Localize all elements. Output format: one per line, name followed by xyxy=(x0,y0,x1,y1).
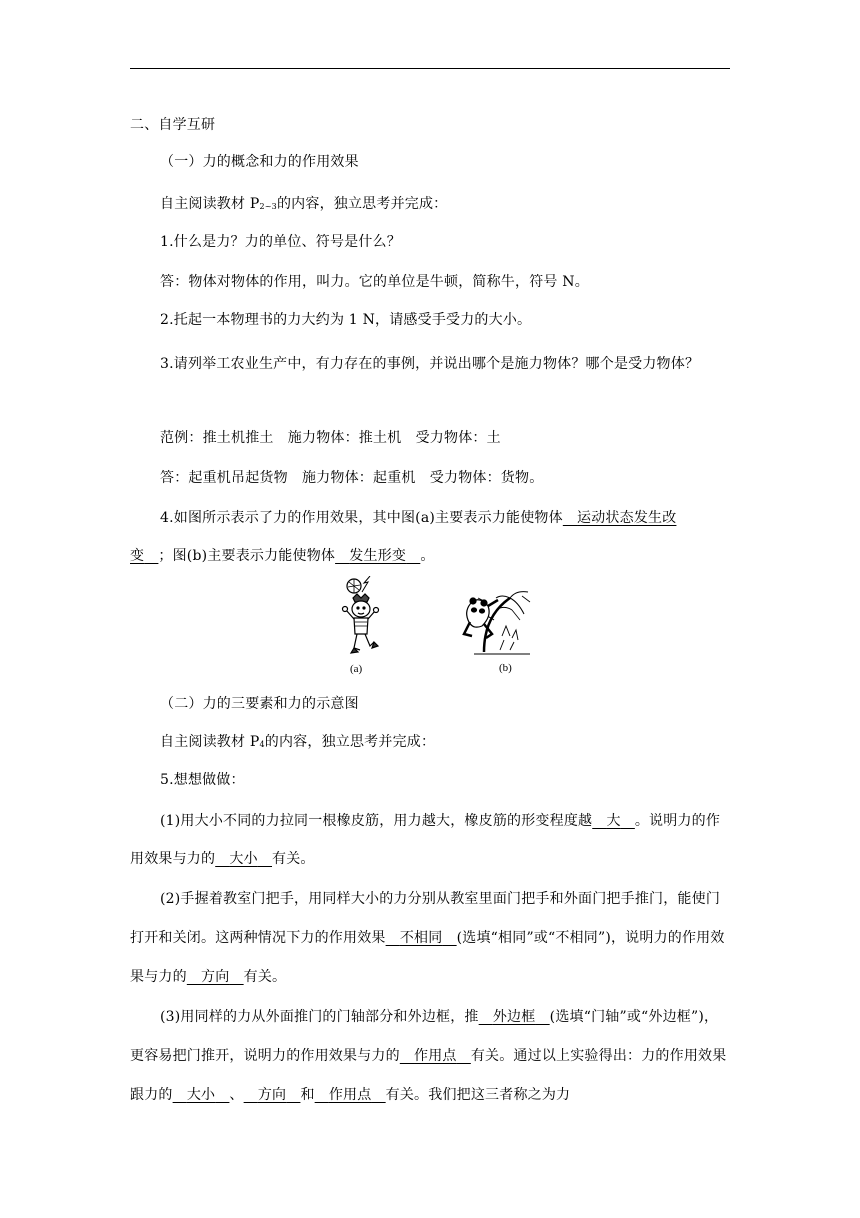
section-heading: 二、自学互研 xyxy=(130,117,216,133)
part1-intro: 自主阅读教材 $P_{2\sim 3}$的内容，独立思考并完成： xyxy=(160,196,448,212)
figure-b-label: (b) xyxy=(499,662,512,674)
answer-blank: 方向 xyxy=(257,1087,287,1103)
question-3: 3.请列举工农业生产中，有力存在的事例，并说出哪个是施力物体？哪个是受力物体？ xyxy=(160,356,700,372)
answer-blank: 作用点 xyxy=(414,1048,457,1064)
answer-blank: 变 xyxy=(130,548,145,564)
answer-blank: 不相同 xyxy=(399,930,443,946)
answer-blank: 大小 xyxy=(229,851,258,867)
part1-heading: （一）力的概念和力的作用效果 xyxy=(160,154,359,170)
answer-3: 答：起重机吊起货物 施力物体：起重机 受力物体：货物。 xyxy=(160,470,544,486)
question-1: 1.什么是力？力的单位、符号是什么？ xyxy=(160,234,401,250)
question-4-line2: 变 ；图(b)主要表示力能使物体 发生形变 。 xyxy=(130,548,435,564)
question-2: 2.托起一本物理书的力大约为 1 N，请感受手受力的大小。 xyxy=(160,312,532,328)
example-line: 范例：推土机推土 施力物体：推土机 受力物体：土 xyxy=(160,430,501,446)
panda-bending-bamboo-illustration xyxy=(464,592,530,654)
answer-1: 答：物体对物体的作用，叫力。它的单位是牛顿，简称牛，符号 N。 xyxy=(160,274,589,290)
answer-blank: 大小 xyxy=(186,1087,216,1103)
part2-intro: 自主阅读教材 $P_4$的内容，独立思考并完成： xyxy=(160,734,436,750)
subquestion-1: (1)用大小不同的力拉同一根橡皮筋，用力越大，橡皮筋的形变程度越 大 。说明力的作用效果与力的 大小 有关。 xyxy=(130,813,721,867)
answer-blank: 运动状态发生改 xyxy=(577,510,677,526)
part2-heading: （二）力的三要素和力的示意图 xyxy=(160,696,359,712)
force-effect-figure xyxy=(334,576,534,678)
page-range: 2~3 xyxy=(259,202,277,211)
subquestion-2: (2)手握着教室门把手，用同样大小的力分别从教室里面门把手和外面门把手推门，能使门打开和关闭。这两种情况下力的作用效果 不相同 (选填“相同”或“不相同”)，说明力的作用效果与力的 方向 有关。 xyxy=(130,891,725,985)
header-rule xyxy=(130,68,730,69)
answer-blank: 发生形变 xyxy=(349,548,407,564)
answer-blank: 方向 xyxy=(201,969,230,985)
answer-blank: 大 xyxy=(606,813,621,829)
figure-a-label: (a) xyxy=(350,663,363,675)
subquestion-3: (3)用同样的力从外面推门的门轴部分和外边框，推 外边框 (选填“门轴”或“外边框”)，更容易把门推开，说明力的作用效果与力的 作用点 有关。通过以上实验得出：力的作用效果跟力的 大小 、 方向 和 作用点 有关。我们把这三者称之为力 xyxy=(130,1009,727,1103)
boy-heading-ball-illustration xyxy=(343,576,379,653)
question-4-line1: 4.如图所示表示了力的作用效果，其中图(a)主要表示力能使物体 运动状态发生改 xyxy=(160,510,677,526)
figure-illustration xyxy=(334,576,534,678)
question-5: 5.想想做做： xyxy=(160,772,245,788)
answer-blank: 作用点 xyxy=(328,1087,372,1103)
answer-blank: 外边框 xyxy=(492,1009,536,1025)
page-number: 4 xyxy=(259,740,265,749)
